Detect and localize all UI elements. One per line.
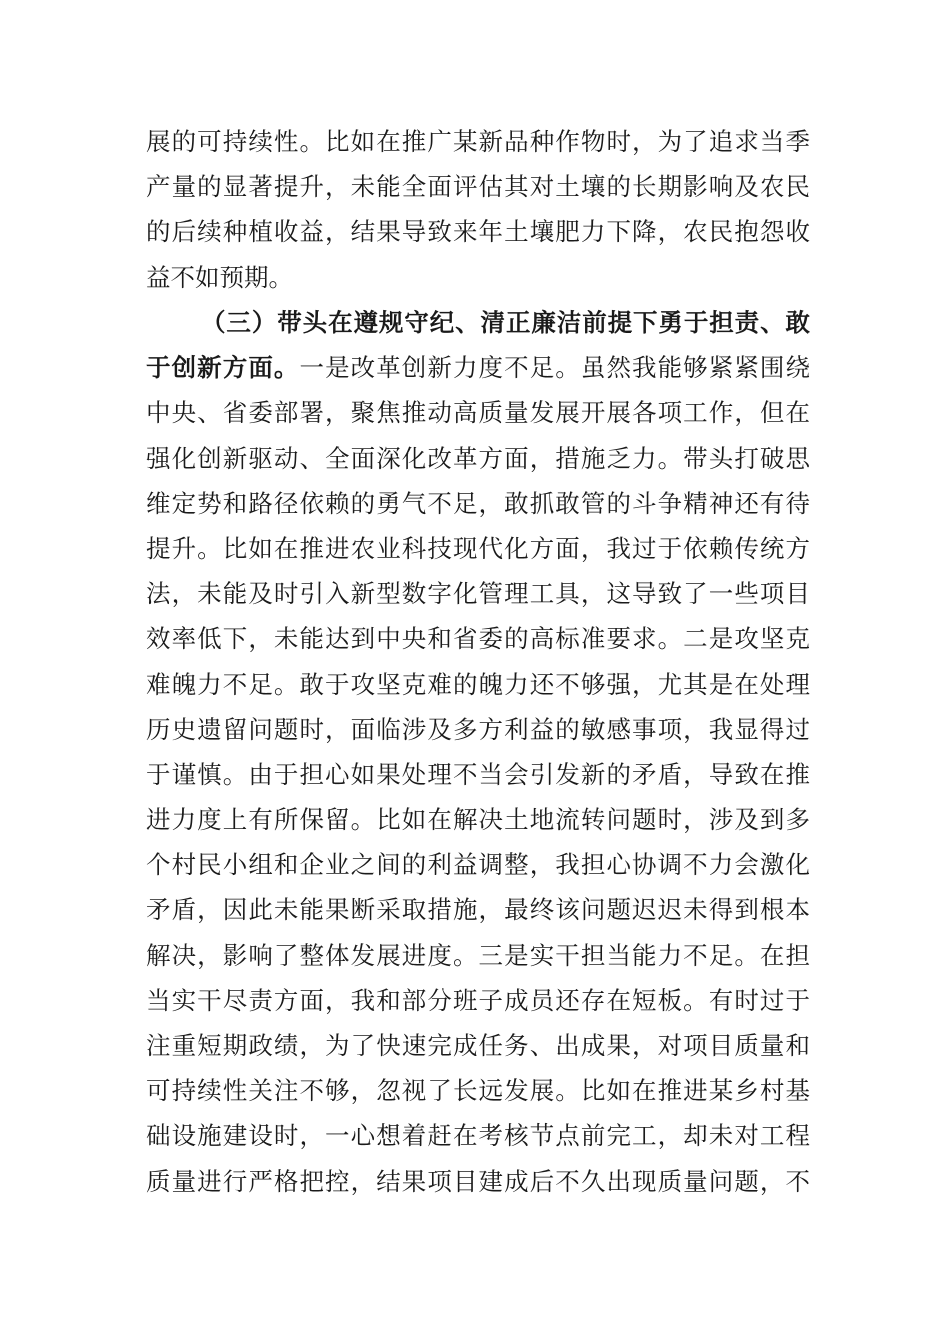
text-line: 于谨慎。由于担心如果处理不当会引发新的矛盾，导致在推 bbox=[146, 759, 810, 789]
text-line: 可持续性关注不够，忽视了长远发展。比如在推进某乡村基 bbox=[146, 1076, 810, 1106]
text-line: 益不如预期。 bbox=[146, 262, 293, 292]
text-line: 个村民小组和企业之间的利益调整，我担心协调不力会激化 bbox=[146, 850, 810, 880]
text-line: 难魄力不足。敢于攻坚克难的魄力还不够强，尤其是在处理 bbox=[146, 669, 810, 699]
text-line: 历史遗留问题时，面临涉及多方利益的敏感事项，我显得过 bbox=[146, 714, 810, 744]
text-line: 注重短期政绩，为了快速完成任务、出成果，对项目质量和 bbox=[146, 1031, 810, 1060]
paragraph-1 bbox=[146, 119, 810, 300]
text-line: 进力度上有所保留。比如在解决土地流转问题时，涉及到多 bbox=[146, 805, 810, 835]
paragraph-2 bbox=[146, 300, 810, 1204]
text-line: 当实干尽责方面，我和部分班子成员还存在短板。有时过于 bbox=[146, 985, 810, 1015]
text-line: 展的可持续性。比如在推广某新品种作物时，为了追求当季 bbox=[146, 127, 810, 156]
text-line: 提升。比如在推进农业科技现代化方面，我过于依赖传统方 bbox=[146, 533, 810, 563]
section-heading-tail: 于创新方面。 bbox=[146, 353, 300, 383]
section-heading-line: （三）带头在遵规守纪、清正廉洁前提下勇于担责、敢 bbox=[201, 308, 810, 337]
text-line: 矛盾，因此未能果断采取措施，最终该问题迟迟未得到根本 bbox=[146, 895, 810, 925]
text-line: 强化创新驱动、全面深化改革方面，措施乏力。带头打破思 bbox=[146, 443, 810, 473]
text-segment: 一是改革创新力度不足。虽然我能够紧紧围绕 bbox=[299, 353, 811, 383]
text-line: 法，未能及时引入新型数字化管理工具，这导致了一些项目 bbox=[146, 579, 810, 609]
text-line: 维定势和路径依赖的勇气不足，敢抓敢管的斗争精神还有待 bbox=[146, 488, 810, 518]
text-line-mixed bbox=[146, 345, 810, 390]
text-line: 解决，影响了整体发展进度。三是实干担当能力不足。在担 bbox=[146, 940, 810, 970]
text-line: 产量的显著提升，未能全面评估其对土壤的长期影响及农民 bbox=[146, 172, 810, 202]
text-line: 中央、省委部署，聚焦推动高质量发展开展各项工作，但在 bbox=[146, 398, 810, 428]
text-line: 础设施建设时，一心想着赶在考核节点前完工，却未对工程 bbox=[146, 1121, 810, 1151]
text-line: 效率低下，未能达到中央和省委的高标准要求。二是攻坚克 bbox=[146, 624, 810, 654]
text-line: 质量进行严格把控，结果项目建成后不久出现质量问题，不 bbox=[146, 1166, 810, 1196]
text-line: 的后续种植收益，结果导致来年土壤肥力下降，农民抱怨收 bbox=[146, 217, 810, 247]
